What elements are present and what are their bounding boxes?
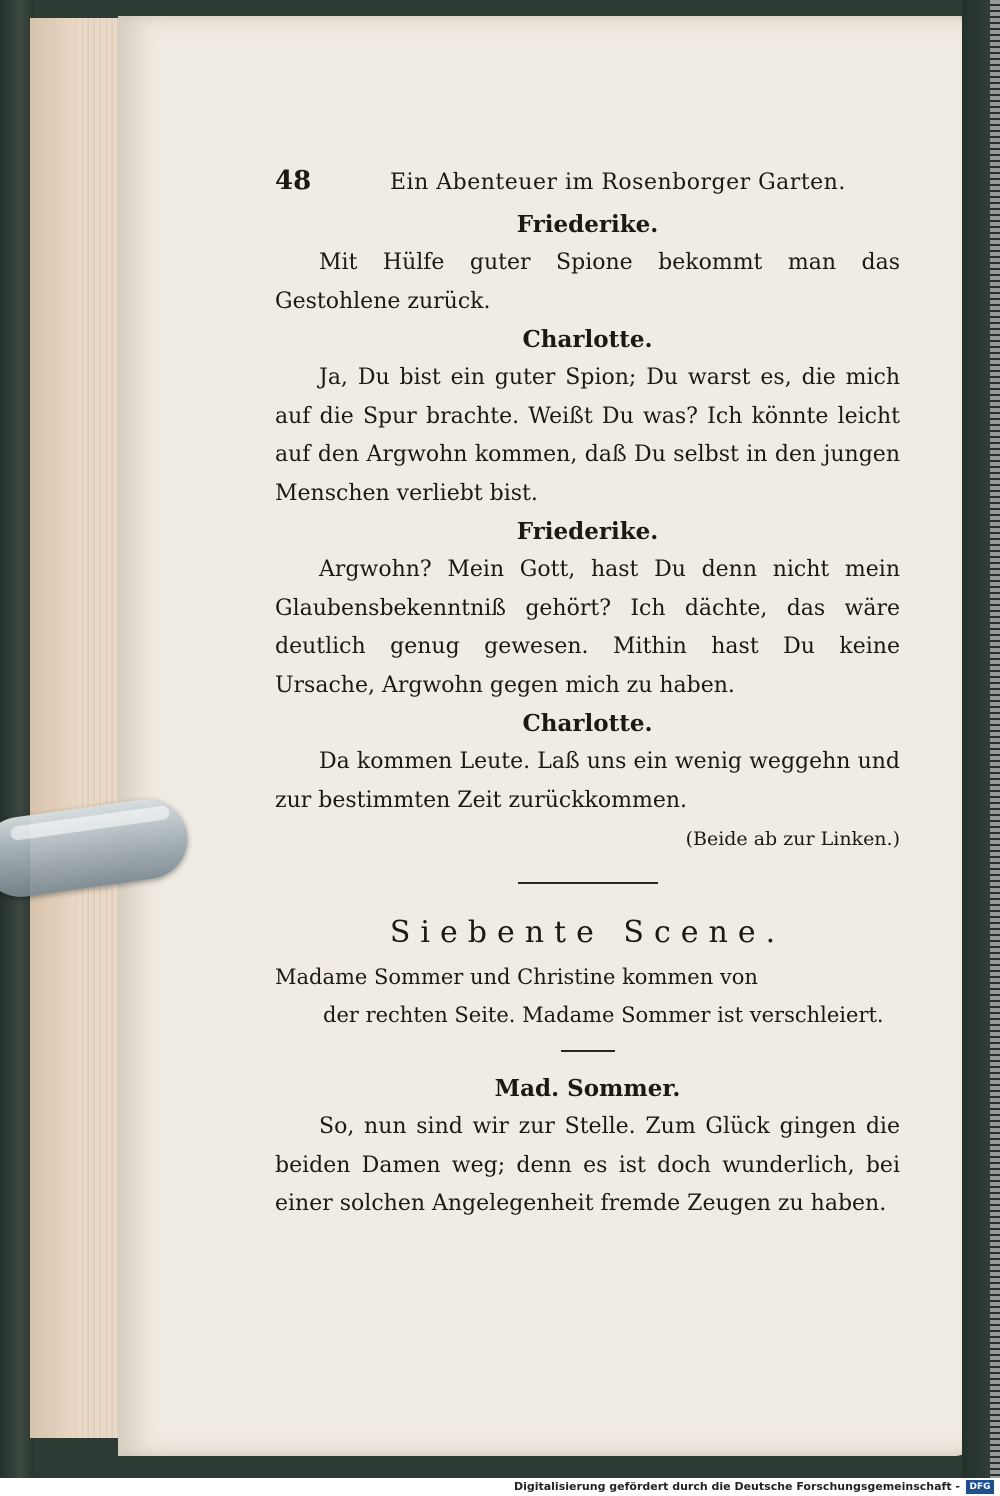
footer-bar	[0, 1478, 1000, 1496]
speaker-name: Charlotte.	[522, 326, 653, 353]
speech-text: Mit Hülfe guter Spione bekommt man das Gestohlene zurück.	[275, 250, 900, 314]
page-header	[275, 160, 900, 206]
speaker-name: Friederike.	[516, 211, 659, 238]
speaker-name: Charlotte.	[522, 710, 653, 737]
dfg-logo-icon: DFG	[966, 1480, 994, 1494]
short-divider	[561, 1050, 615, 1052]
stage-direction: (Beide ab zur Linken.)	[685, 828, 900, 850]
speaker-name: Mad. Sommer.	[494, 1075, 681, 1102]
page-stack-shadow	[30, 18, 76, 1438]
scene-direction-line2: der rechten Seite. Madame Sommer ist verschleiert.	[323, 1003, 884, 1027]
page-text	[275, 160, 900, 1224]
section-divider	[518, 882, 658, 884]
scan-ruler	[990, 0, 1000, 1478]
speech-text: Da kommen Leute. Laß uns ein wenig weggehn und zur bestimmten Zeit zurückkommen.	[275, 749, 900, 813]
dark-background-left	[0, 0, 34, 1478]
running-title: Ein Abenteuer im Rosenborger Garten.	[390, 170, 846, 195]
speech-text: So, nun sind wir zur Stelle. Zum Glück gingen die beiden Damen weg; denn es ist doch wunderlich, bei einer solchen Angelegenheit fremde Zeugen zu haben.	[275, 1114, 900, 1216]
speaker-name: Friederike.	[516, 518, 659, 545]
speech-text: Ja, Du bist ein guter Spion; Du warst es, die mich auf die Spur brachte. Weißt Du was? Ich könnte leicht auf den Argwohn kommen, daß Du selbst in den jungen Menschen verliebt bist.	[275, 365, 900, 506]
page-number: 48	[275, 166, 312, 196]
scene-direction-line1: Madame Sommer und Christine kommen von	[275, 965, 758, 989]
scene-title: Siebente Scene.	[389, 915, 786, 950]
footer-credit: Digitalisierung gefördert durch die Deutsche Forschungsgemeinschaft -	[513, 1480, 960, 1493]
speech-text: Argwohn? Mein Gott, hast Du denn nicht mein Glaubensbekenntniß gehört? Ich dächte, das wäre deutlich genug gewesen. Mithin hast Du keine Ursache, Argwohn gegen mich zu haben.	[275, 557, 900, 698]
scene-direction	[275, 958, 900, 1034]
